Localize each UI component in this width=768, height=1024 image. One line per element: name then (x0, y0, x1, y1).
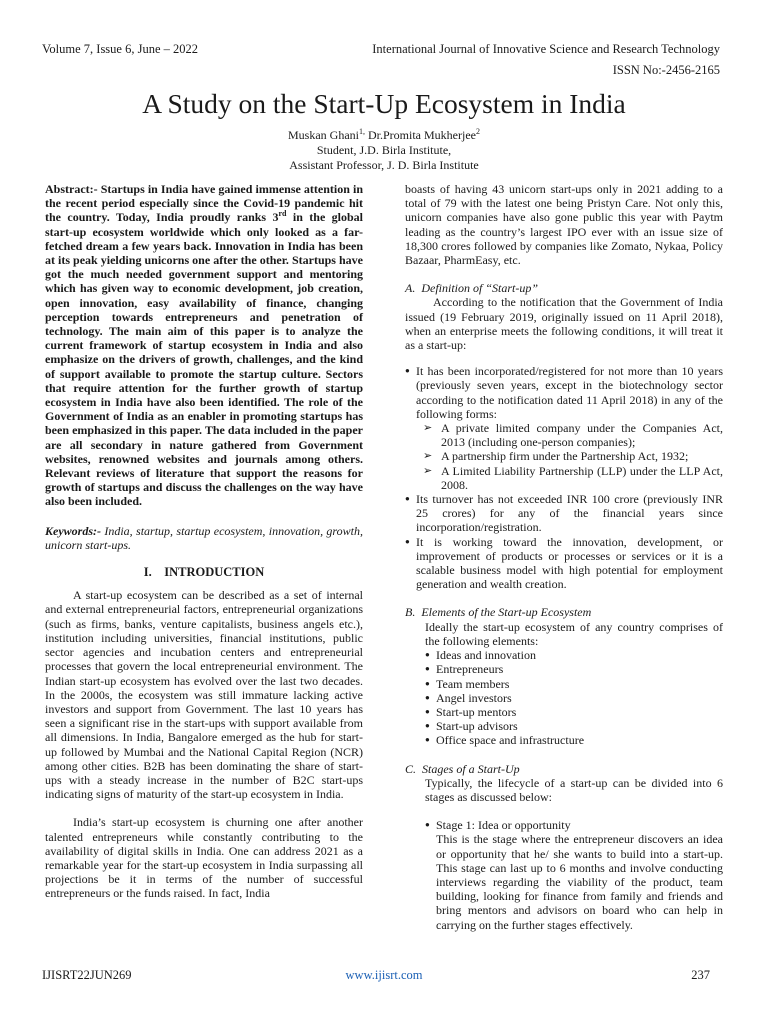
criteria-list (405, 364, 723, 591)
introduction-heading: I. INTRODUCTION (143, 565, 265, 580)
journal-name: International Journal of Innovative Science and Research Technology (372, 42, 720, 56)
section-b-heading: B. Elements of the Start-up Ecosystem (405, 605, 592, 620)
author-line (0, 128, 768, 143)
section-stages (405, 762, 723, 932)
form-item: ➢ A Limited Liability Partnership (LLP) under the LLP Act, 2008. (414, 464, 723, 492)
keywords-label: Keywords:- (45, 523, 101, 538)
author-2-affiliation: 2 (475, 127, 480, 136)
criteria-item: ● It is working toward the innovation, development, or improvement of products or processes or services or it is a scalable business model with high potential for employment generation and wealth creation. (405, 535, 723, 592)
author-1: Muskan Ghani (288, 128, 359, 142)
section-a-text: According to the notification that the Government of India issued (19 February 2019, originally issued on 11 April 2018), when an enterprise meets the following conditions, it will treat it as a start-up: (405, 295, 723, 353)
criteria-item: ● Its turnover has not exceeded INR 100 crore (previously INR 25 crores) for any of the financial years since incorporation/registration. (405, 492, 723, 535)
element-item: ● Entrepreneurs (425, 662, 723, 676)
paper-title: A Study on the Start-Up Ecosystem in India (142, 88, 626, 119)
element-item: ● Angel investors (425, 691, 723, 705)
element-item: ● Start-up advisors (425, 719, 723, 733)
stage-1 (405, 818, 723, 932)
author-2: Dr.Promita Mukherjee (365, 128, 476, 142)
volume-issue: Volume 7, Issue 6, June – 2022 (42, 42, 199, 56)
section-c-heading: C. Stages of a Start-Up (405, 761, 520, 776)
section-c-text: Typically, the lifecycle of a start-up can be divided into 6 stages as discussed below: (425, 775, 723, 804)
section-b-text: Ideally the start-up ecosystem of any country comprises of the following elements: (425, 619, 723, 648)
intro-paragraph-2: India’s start-up ecosystem is churning one after another talented entrepreneurs while constantly contributing to the availability of digital skills in India. One can address 2021 as a remarkable year for the start-up ecosystem in India surpassing all projections be it in terms of the number of successful entrepreneurs or the funds raised. In fact, India (45, 815, 363, 901)
left-column (45, 182, 363, 901)
author-1-affiliation: 1, (359, 127, 365, 136)
stage-1-text: This is the stage where the entrepreneur discovers an idea or opportunity that he/ she wants to build into a start-up. This stage can last up to 6 months and involve conducting interviews regarding the viability of the product, team building, looking for finance from family and friends and bring mentors and advisors on board who can help in carrying on the further stages effectively. (436, 832, 723, 932)
right-column (405, 182, 723, 932)
intro-paragraph-1: A start-up ecosystem can be described as a set of internal and external entrepreneurial factors, entrepreneurial organizations (such as firms, banks, venture capitalists, business angels etc.), institution including universities, financial institutions, public sector agencies and incubation centers and entrepreneurial processes that govern the local entrepreneurial environment. The Indian start-up ecosystem has evolved over the last two decades. In the 2000s, the ecosystem was still immature lacking active investors and support from Government. The last 10 years has seen a significant rise in the start-ups with support available from all dimensions. In India, Bangalore emerged as the hub for start-up followed by Mumbai and the National Capital Region (NCR) among other cities. B2B has been dominating the share of start-ups with a steady increase in the number of B2C start-ups indicating signs of maturity of the start-up ecosystem in India. (45, 588, 363, 802)
section-a-heading: A. Definition of “Start-up” (405, 281, 539, 296)
affiliation-2: Assistant Professor, J. D. Birla Institute (289, 158, 479, 172)
section-definition (405, 281, 723, 352)
form-item: ➢ A private limited company under the Companies Act, 2013 (including one-person companies); (414, 421, 723, 449)
journal-website-link[interactable]: www.ijisrt.com (345, 968, 423, 982)
paper-id: IJISRT22JUN269 (42, 968, 132, 982)
stage-1-title: ● Stage 1: Idea or opportunity (425, 818, 723, 832)
intro-continued: boasts of having 43 unicorn start-ups only in 2021 adding to a total of 79 with the latest one being Pristyn Care. Not only this, unicorn companies have also gone public this year with Paytm leading as the country’s largest IPO ever with an issue size of 18,300 crores followed by companies like Zomato, Nykaa, Policy Bazaar, PharmEasy, etc. (405, 182, 723, 268)
abstract: Abstract:- Startups in India have gained immense attention in the recent period especially since the Covid-19 pandemic hit the country. Today, India proudly ranks 3rd in the global start-up ecosystem worldwide which only looked as a far-fetched dream a few years back. Innovation in India has been at its peak yielding unicorns one after the other. Startups have got the much needed government support and mentoring which has given way to economic development, job creation, open innovation, easy availability of finance, changing perception towards entrepreneurs and penetration of technology. The main aim of this paper is to analyze the current framework of startup ecosystem in India and also emphasize on the drivers of growth, challenges, and the kind of support available to promote the startup culture. Sectors that require attention for the further growth of startup ecosystem in India have also been identified. The role of the Government of India as an enabler in promoting startups has been emphasized in this paper. The data included in the paper are all secondary in nature gathered from Government websites, renowned websites and journals among others. Relevant reviews of literature that support the reasons for growth of startups and discuss the challenges on the way have also been included. (45, 182, 363, 509)
issn: ISSN No:-2456-2165 (612, 63, 720, 77)
keywords-text: India, startup, startup ecosystem, innovation, growth, unicorn start-ups. (45, 523, 363, 552)
element-item: ● Start-up mentors (425, 705, 723, 719)
element-item: ● Ideas and innovation (425, 648, 723, 662)
form-item: ➢ A partnership firm under the Partnership Act, 1932; (414, 449, 723, 463)
element-item: ● Office space and infrastructure (425, 733, 723, 747)
affiliation-1: Student, J.D. Birla Institute, (316, 143, 452, 157)
elements-list (405, 648, 723, 747)
page-number: 237 (691, 968, 710, 982)
criteria-item: ● It has been incorporated/registered for not more than 10 years (previously seven years, except in the biotechnology sector according to the notification dated 11 April 2018) in any of the following forms: (405, 364, 723, 421)
element-item: ● Team members (425, 677, 723, 691)
section-elements (405, 605, 723, 747)
keywords (45, 524, 363, 552)
